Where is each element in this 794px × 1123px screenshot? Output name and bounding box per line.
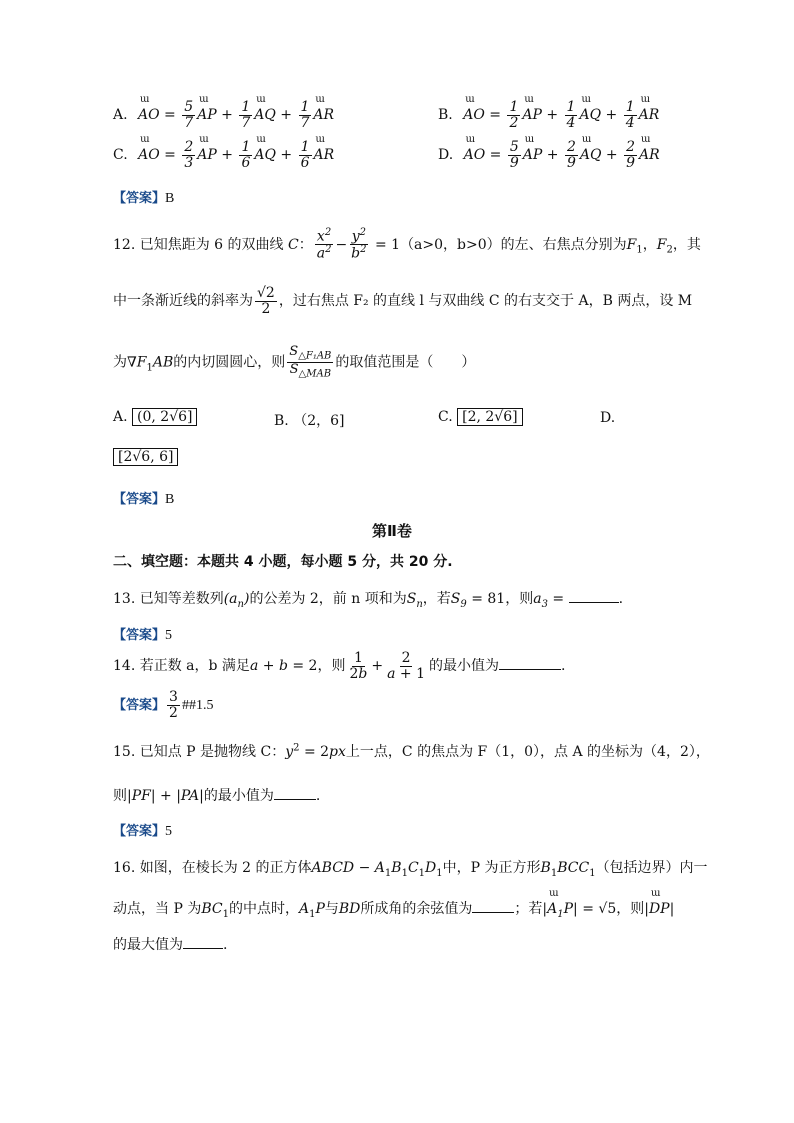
q14-line: 14. 若正数 a，b 满足a + b = 2，则 $\frac{1}{2b}$ + $\frac{2}{a + 1}$ 的最小值为 . (113, 650, 566, 682)
q13-line: 13. 已知等差数列$(a_n)$的公差为 2，前 n 项和为$S_n$，若$S_9 = 81$，则$a_3$ = . (113, 591, 624, 610)
q12-option-c: C. [2, 2√6] (438, 408, 523, 426)
q12-line1: 12. 已知焦距为 6 的双曲线 C： $\frac{x^2}{a^2}$ − $\frac{y^2}{b^2}$ = 1（a>0，b>0）的左、右焦点分别为$F_1$，$F_2$，其 (113, 227, 701, 262)
q15-answer: 【答案】5 (113, 824, 173, 839)
q11-option-b: B. ɯ AO = $\frac{1}{2}$ ɯ AP + $\frac{1}{4}$ ɯ AQ + $\frac{1}{4}$ ɯ AR (438, 100, 659, 130)
q12-option-d: D. (600, 410, 616, 426)
q16-line3: 的最大值为 . (113, 937, 228, 953)
q16-line2: 动点，当 P 为$BC_1$的中点时，$A_1P$与BD所成角的余弦值为 ；若|ɯ $A_1P| = √5$，则|ɯ DP| (113, 898, 674, 920)
q11-option-a: A. ɯ AO = $\frac{5}{7}$ ɯ AP + $\frac{1}{7}$ ɯ AQ + $\frac{1}{7}$ ɯ AR (113, 100, 334, 130)
q12-option-a: A. (0, 2√6] (113, 408, 197, 426)
q12-line2: 中一条渐近线的斜率为 $\frac{√2}{2}$ ，过右焦点 F₂ 的直线 l 与双曲线 C 的右支交于 A，B 两点，设 M (113, 285, 693, 317)
q14-answer: 【答案】 $\frac{3}{2}$ ##1.5 (113, 689, 214, 721)
section-heading: 二、填空题：本题共 4 小题，每小题 5 分，共 20 分. (113, 554, 453, 570)
q12-answer: 【答案】B (113, 492, 175, 507)
q12-line3: 为$\nabla F_1AB$的内切圆圆心，则 $\frac{S_{\triangle F_1AB}}{S_{\triangle MAB}}$ 的取值范围是（ ） (113, 344, 476, 380)
q13-answer: 【答案】5 (113, 628, 173, 643)
q12-option-d-value: [2√6, 6] (113, 448, 178, 466)
q11-answer: 【答案】B (113, 191, 175, 206)
q11-option-d: D. ɯ AO = $\frac{5}{9}$ ɯ AP + $\frac{2}{9}$ ɯ AQ + $\frac{2}{9}$ ɯ AR (438, 140, 660, 170)
q15-line2: 则|PF| + |PA|的最小值为 . (113, 788, 321, 804)
q16-line1: 16. 如图，在棱长为 2 的正方体ABCD − $A_1B_1C_1D_1$中，P 为正方形$B_1BCC_1$（包括边界）内一 (113, 860, 708, 879)
q11-option-c: C. ɯ AO = $\frac{2}{3}$ ɯ AP + $\frac{1}{6}$ ɯ AQ + $\frac{1}{6}$ ɯ AR (113, 140, 334, 170)
volume-title: 第Ⅱ卷 (372, 522, 412, 540)
q12-option-b: B. （2，6] (274, 413, 345, 429)
q15-line1: 15. 已知点 P 是抛物线 C：$y^2 = 2px$上一点，C 的焦点为 F（1，0），点 A 的坐标为（4，2）， (113, 742, 710, 760)
